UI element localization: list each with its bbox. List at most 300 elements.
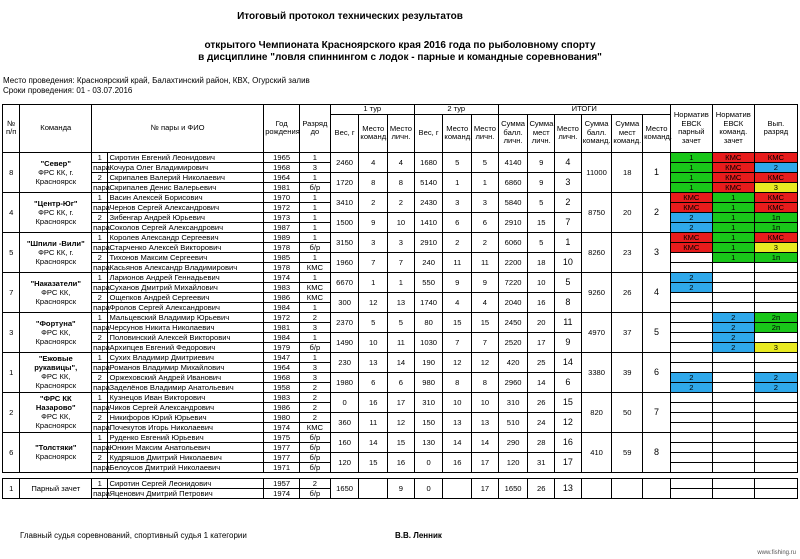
member-name: Юнкин Максим Анатольевич [108,442,264,452]
tour1-place-pers: 6 [388,372,415,392]
team-sum-place: 59 [612,432,643,472]
member-name: Тихонов Максим Сергеевич [108,252,264,262]
pair-label: пара [93,202,110,212]
birth-year: 1968 [264,162,300,172]
rank-achieved: КМС [754,202,797,212]
pair-number: 2 [92,212,108,222]
rank-before: КМС [300,262,331,272]
tour2-place-pers: 9 [472,272,499,292]
tour2-weight: 130 [414,432,443,452]
rank-before: б/р [300,452,331,462]
norm-team [712,462,754,472]
place-personal: 2 [555,192,582,212]
header-sum-place-team: Сумма мест команд. [612,114,643,152]
sum-ball: 310 [498,392,528,412]
sum-ball: 6860 [498,172,528,192]
tour1-place-pers: 16 [388,452,415,472]
sum-place: 25 [528,352,555,372]
tour2-place-team: 12 [443,352,472,372]
pair-number: 1 [92,352,108,362]
tour1-weight: 3410 [330,192,359,212]
norm-team [712,302,754,312]
team-sum-place: 23 [612,232,643,272]
pair-number: 1 [92,152,108,162]
norm-team [712,488,754,498]
team-place: 8 [643,432,671,472]
tour1-place-team: 8 [359,172,388,192]
tour2-weight: 80 [414,312,443,332]
team-number: 2 [3,392,20,432]
team-sum-place: 18 [612,152,643,192]
pair-label: пара [93,302,110,312]
place-personal: 6 [555,372,582,392]
tour2-place-pers: 15 [472,312,499,332]
pair-label: пара [93,442,110,452]
rank-achieved: 1п [754,252,797,262]
member-name: Старченко Алексей Викторович [108,242,264,252]
norm-team: 2 [712,342,754,352]
tour1-weight: 1720 [330,172,359,192]
team-sum-ball: 820 [581,392,612,432]
tour1-place-pers: 1 [388,272,415,292]
team-number: 8 [3,152,20,192]
rank-before: КМС [300,292,331,302]
tour1-place-team [359,478,388,498]
tour2-place-team: 11 [443,252,472,272]
team-sum-place: 39 [612,352,643,392]
team-sum-ball: 8750 [581,192,612,232]
tour1-place-pers: 13 [388,292,415,312]
sum-place: 9 [528,172,555,192]
tour2-place-pers: 2 [472,232,499,252]
pair-number: 2 [92,252,108,262]
norm-team: 2 [712,312,754,322]
pair-number: 1 [92,392,108,402]
tour2-place-pers: 1 [472,172,499,192]
sum-ball: 7220 [498,272,528,292]
place-personal: 1 [555,232,582,252]
team-name: "Толстяки" [35,443,77,452]
tour1-place-team: 1 [359,272,388,292]
team-name-cell [20,152,92,192]
tour1-place-team: 6 [359,372,388,392]
norm-team [712,352,754,362]
pair-label: пара [93,262,110,272]
team-org: ФРС КК, г. Красноярск [35,247,77,266]
tour2-place-team: 10 [443,392,472,412]
norm-pair [670,412,712,422]
rank-before: КМС [300,282,331,292]
rank-before: 2 [300,478,331,488]
norm-team [712,382,754,392]
header-num: № п/п [3,105,20,153]
tour2-place-team: 5 [443,152,472,172]
rank-achieved [754,332,797,342]
rank-before: 2 [300,412,331,422]
header-tour1: 1 тур [330,105,414,115]
tour2-weight: 2430 [414,192,443,212]
birth-year: 1978 [264,262,300,272]
member-name: Почекутов Игорь Николаевич [108,422,264,432]
norm-pair: 1 [670,172,712,182]
tour2-place-pers: 13 [472,412,499,432]
tour2-weight: 240 [414,252,443,272]
rank-achieved [754,302,797,312]
rank-before: 1 [300,172,331,182]
sum-ball: 290 [498,432,528,452]
member-name: Ларионов Андрей Геннадьевич [108,272,264,282]
sum-place: 5 [528,192,555,212]
birth-year: 1964 [264,362,300,372]
header-sum-ball-team: Сумма балл. команд. [581,114,612,152]
norm-team: 1 [712,252,754,262]
table-row [3,392,798,402]
pair-number: 1 [92,272,108,282]
rank-before: 1 [300,212,331,222]
norm-pair [670,452,712,462]
team-sum-ball: 11000 [581,152,612,192]
rank-achieved [754,452,797,462]
tour2-weight: 5140 [414,172,443,192]
sum-ball: 4140 [498,152,528,172]
rank-before: 2 [300,402,331,412]
rank-before: б/р [300,342,331,352]
team-sum-ball: 3380 [581,352,612,392]
norm-team: 1 [712,222,754,232]
tour2-weight: 1680 [414,152,443,172]
norm-team [712,292,754,302]
norm-pair: 2 [670,282,712,292]
rank-achieved [754,282,797,292]
place-personal: 14 [555,352,582,372]
page-title: Итоговый протокол технических результатов [237,11,463,22]
header-place-team-total: Место команд. [643,114,671,152]
rank-achieved: КМС [754,172,797,182]
tour2-place-pers: 11 [472,252,499,272]
results-body [3,152,798,498]
member-name: Королев Александр Сергеевич [108,232,264,242]
rank-before: б/р [300,488,331,498]
sum-place: 10 [528,272,555,292]
header-place-pers-total: Место личн. [555,114,582,152]
member-name: Кочура Олег Владимирович [108,162,264,172]
table-row [3,192,798,202]
tour1-place-pers: 3 [388,232,415,252]
sum-place: 28 [528,432,555,452]
team-number: 1 [3,352,20,392]
member-name: Половинский Алексей Викторович [108,332,264,342]
place-personal: 4 [555,152,582,172]
team-sum-place: 37 [612,312,643,352]
birth-year: 1984 [264,302,300,312]
team-place [643,478,671,498]
norm-pair: КМС [670,192,712,202]
rank-achieved: 3 [754,342,797,352]
member-name: Зибенгар Андрей Юрьевич [108,212,264,222]
member-name: Кудряшов Дмитрий Николаевич [108,452,264,462]
norm-team: 1 [712,212,754,222]
tour1-weight: 0 [330,392,359,412]
rank-achieved: КМС [754,192,797,202]
tour2-weight: 310 [414,392,443,412]
tour1-place-team: 12 [359,292,388,312]
pair-number: 1 [92,432,108,442]
team-org: ФРС КК, Красноярск [35,287,77,306]
team-name-cell [20,352,92,392]
team-name: "Шпили -Вили" [26,238,85,248]
tour1-weight: 1960 [330,252,359,272]
rank-achieved: 1п [754,212,797,222]
tour2-place-team: 16 [443,452,472,472]
rank-before: КМС [300,422,331,432]
team-sum-place: 20 [612,192,643,232]
table-row [3,478,798,488]
tour2-place-pers: 7 [472,332,499,352]
team-name: "Ежовые рукавицы", [34,354,78,372]
birth-year: 1986 [264,402,300,412]
header-year: Год рождения [264,105,300,153]
table-row [3,172,798,182]
judge-name: В.В. Ленник [395,531,442,540]
place-personal: 12 [555,412,582,432]
sum-ball: 2450 [498,312,528,332]
tour2-place-team: 6 [443,212,472,232]
rank-before: 1 [300,152,331,162]
sum-place: 26 [528,478,555,498]
birth-year: 1947 [264,352,300,362]
norm-team [712,478,754,488]
birth-year: 1978 [264,242,300,252]
team-name: "Фортуна" [35,318,76,328]
tour2-place-team: 14 [443,432,472,452]
rank-before: б/р [300,462,331,472]
team-sum-place: 26 [612,272,643,312]
pair-label: пара [93,362,110,372]
sum-ball: 2520 [498,332,528,352]
norm-team [712,262,754,272]
header-team: Команда [20,105,92,153]
birth-year: 1965 [264,152,300,162]
rank-achieved [754,432,797,442]
team-number: 1 [3,478,20,498]
rank-achieved: КМС [754,232,797,242]
rank-achieved: 2 [754,162,797,172]
tour1-place-team: 16 [359,392,388,412]
rank-before: б/р [300,442,331,452]
header-weight-1: Вес, г [330,114,359,152]
member-name: Соколов Сергей Александрович [108,222,264,232]
tour1-place-team: 14 [359,432,388,452]
rank-achieved [754,402,797,412]
team-place: 6 [643,352,671,392]
birth-year: 1970 [264,192,300,202]
tour2-weight: 0 [414,478,443,498]
rank-achieved [754,292,797,302]
table-row [3,212,798,222]
sum-place: 9 [528,152,555,172]
header-place-pers-2: Место личн. [472,114,499,152]
rank-achieved [754,362,797,372]
rank-achieved: 2п [754,312,797,322]
sum-ball: 5840 [498,192,528,212]
pair-label: пара [93,162,110,172]
norm-pair [670,422,712,432]
tour1-weight: 1650 [330,478,359,498]
pair-label: пара [93,402,110,412]
birth-year: 1983 [264,282,300,292]
team-name: "Наказатели" [30,278,81,288]
place-personal: 3 [555,172,582,192]
tour1-place-pers: 5 [388,312,415,332]
tour1-place-pers: 9 [388,478,415,498]
table-row [3,412,798,422]
norm-pair: 1 [670,162,712,172]
dates-line: Сроки проведения: 01 - 03.07.2016 [3,86,133,95]
tour2-place-pers: 8 [472,372,499,392]
norm-team [712,272,754,282]
member-name: Ощепков Андрей Сергеевич [108,292,264,302]
page-subtitle [0,40,800,64]
birth-year: 1986 [264,292,300,302]
norm-pair: 2 [670,272,712,282]
norm-pair [670,478,712,488]
pair-label: пара [93,282,110,292]
sum-ball: 2200 [498,252,528,272]
sum-place: 14 [528,372,555,392]
norm-team [712,442,754,452]
birth-year: 1985 [264,252,300,262]
birth-year: 1975 [264,432,300,442]
member-name: Касьянов Александр Владимирович [108,262,264,272]
tour2-weight: 0 [414,452,443,472]
rank-achieved [754,462,797,472]
rank-before: 1 [300,192,331,202]
team-place: 5 [643,312,671,352]
header-tour2: 2 тур [414,105,498,115]
birth-year: 1980 [264,412,300,422]
rank-before: 1 [300,272,331,282]
tour2-place-pers: 5 [472,152,499,172]
rank-before: 3 [300,362,331,372]
member-name: Никифоров Юрий Юрьевич [108,412,264,422]
table-row [3,372,798,382]
norm-pair: 1 [670,182,712,192]
team-name-cell [20,312,92,352]
norm-pair [670,312,712,322]
member-name: Васин Алексей Борисович [108,192,264,202]
tour1-weight: 160 [330,432,359,452]
table-row [3,232,798,242]
rank-achieved [754,262,797,272]
rank-before: б/р [300,242,331,252]
member-name: Руденко Евгений Юрьевич [108,432,264,442]
tour2-place-pers: 17 [472,452,499,472]
norm-team: 2 [712,332,754,342]
tour1-weight: 2460 [330,152,359,172]
team-name-cell [20,232,92,272]
norm-team [712,282,754,292]
tour1-place-pers: 15 [388,432,415,452]
subtitle-line-2: в дисциплине "ловля спиннингом с лодок - парные и командные соревнования" [198,52,602,63]
table-row [3,452,798,462]
tour2-place-pers: 17 [472,478,499,498]
birth-year: 1989 [264,232,300,242]
birth-year: 1973 [264,212,300,222]
norm-pair [670,362,712,372]
birth-year: 1981 [264,182,300,192]
tour2-place-team: 9 [443,272,472,292]
watermark: www.fishing.ru [757,550,796,556]
birth-year: 1977 [264,452,300,462]
norm-team [712,432,754,442]
norm-pair: 2 [670,212,712,222]
norm-pair: 2 [670,372,712,382]
rank-before: 3 [300,372,331,382]
place-personal: 17 [555,452,582,472]
team-place: 3 [643,232,671,272]
norm-team [712,372,754,382]
member-name: Чиков Сергей Александрович [108,402,264,412]
birth-year: 1987 [264,222,300,232]
place-personal: 9 [555,332,582,352]
tour1-place-pers: 7 [388,252,415,272]
tour1-weight: 1490 [330,332,359,352]
team-org: ФРС КК, Красноярск [35,327,77,346]
sum-ball: 2040 [498,292,528,312]
tour1-weight: 6670 [330,272,359,292]
header-sum-ball: Сумма балл. личн. [498,114,528,152]
team-sum-place [612,478,643,498]
sum-ball: 1650 [498,478,528,498]
pair-number: 2 [92,412,108,422]
sum-ball: 510 [498,412,528,432]
table-row [3,432,798,442]
member-name: Черсунов Никита Николаевич [108,322,264,332]
sum-ball: 2960 [498,372,528,392]
header-vyp: Вып. разряд [754,105,797,153]
tour1-place-team: 5 [359,312,388,332]
team-org: ФРС КК, г. Красноярск [35,207,77,226]
norm-team [712,402,754,412]
subtitle-line-1: открытого Чемпионата Красноярского края 2016 года по рыболовному спорту [204,40,596,51]
rank-achieved: 2п [754,322,797,332]
header-place-pers-1: Место личн. [388,114,415,152]
member-name: Оржеховский Андрей Иванович [108,372,264,382]
norm-pair: КМС [670,202,712,212]
norm-team [712,362,754,372]
rank-before: 1 [300,302,331,312]
rank-achieved [754,392,797,402]
tour2-weight: 190 [414,352,443,372]
norm-pair [670,352,712,362]
team-org: ФРС КК, Красноярск [35,372,77,390]
team-sum-ball [581,478,612,498]
rank-before: 1 [300,222,331,232]
team-name: Парный зачет [20,478,92,498]
tour2-place-pers: 3 [472,192,499,212]
team-org: Красноярск [35,452,77,461]
tour1-place-pers: 2 [388,192,415,212]
tour2-weight: 1030 [414,332,443,352]
pair-label: пара [93,382,110,392]
norm-pair [670,292,712,302]
rank-achieved [754,442,797,452]
pair-number: 1 [92,312,108,322]
birth-year: 1958 [264,382,300,392]
norm-pair [670,432,712,442]
tour2-place-pers: 6 [472,212,499,232]
birth-year: 1981 [264,322,300,332]
